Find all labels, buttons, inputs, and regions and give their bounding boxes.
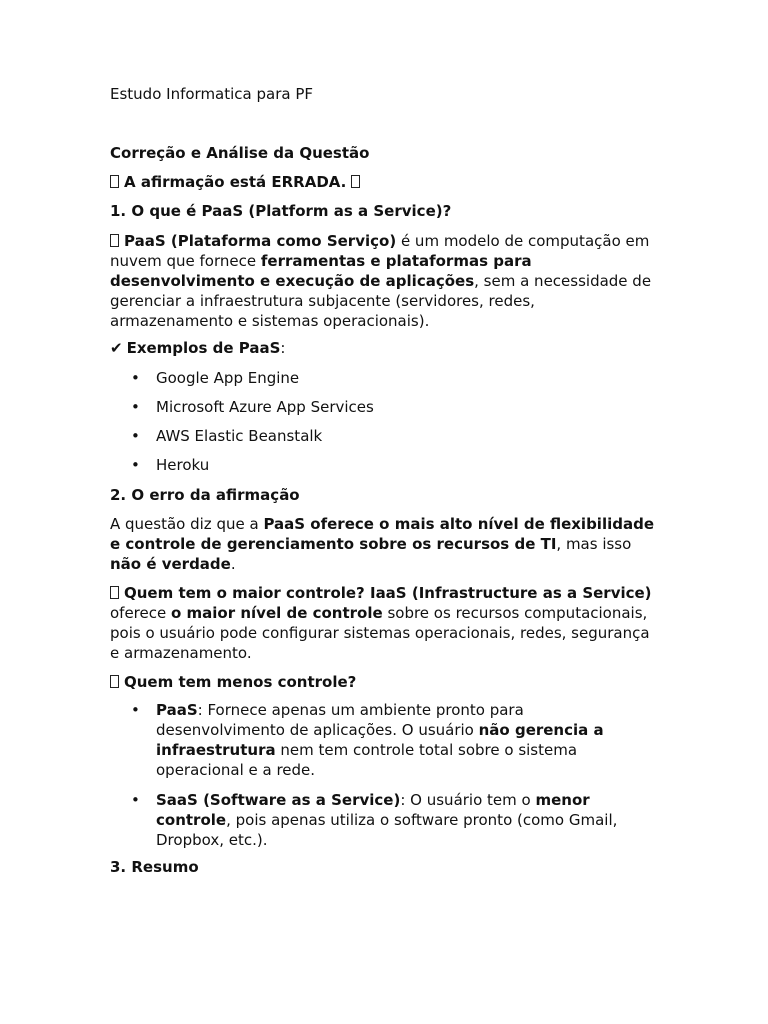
quem-maior-bold-1: Quem tem o maior controle? IaaS (Infrastructure as a Service) — [124, 584, 652, 602]
heading-resumo: 3. Resumo — [110, 858, 199, 876]
paas-definition-bold-1: PaaS (Plataforma como Serviço) — [124, 232, 397, 250]
missing-glyph-icon — [110, 586, 119, 599]
menos-controle-list — [110, 700, 655, 850]
questao-bold-1: PaaS oferece o mais alto nível de flexibilidade e controle de gerenciamento sobre os recursos de TI — [110, 515, 655, 553]
document-title: Estudo Informatica para PF — [110, 85, 314, 103]
heading-erro: 2. O erro da afirmação — [110, 486, 300, 504]
exemplos-label: Exemplos de PaaS — [126, 339, 281, 357]
quem-menos-heading — [110, 672, 356, 692]
quem-maior-text-1: oferece — [110, 604, 171, 622]
quem-maior-paragraph — [110, 583, 655, 663]
paas-definition — [110, 231, 655, 331]
heading-paas: 1. O que é PaaS (Platform as a Service)? — [110, 202, 452, 220]
list-item: • Microsoft Azure App Services — [110, 397, 655, 417]
checkmark-icon: ✔ — [110, 339, 123, 357]
missing-glyph-icon — [110, 234, 119, 247]
quem-maior-bold-2: o maior nível de controle — [171, 604, 383, 622]
missing-glyph-icon — [110, 675, 119, 688]
errada-text: A afirmação está ERRADA. — [124, 173, 347, 191]
menos-item-text-1: : Fornece apenas um ambiente pronto para desenvolvimento de aplicações. O usuário — [156, 701, 524, 739]
list-item: • Heroku — [110, 455, 655, 475]
missing-glyph-icon — [110, 175, 119, 188]
errada-statement — [110, 172, 360, 192]
missing-glyph-icon — [351, 175, 360, 188]
questao-paragraph — [110, 514, 655, 574]
questao-bold-2: não é verdade — [110, 555, 231, 573]
questao-text-1: A questão diz que a — [110, 515, 264, 533]
paas-definition-text-2: , sem a necessidade de gerenciar a infraestrutura subjacente (servidores, redes, armazenamento e sistemas operacionais). — [110, 272, 652, 330]
questao-text-3: . — [230, 555, 236, 573]
menos-item-bold-1: PaaS — [156, 701, 198, 719]
quem-menos-text: Quem tem menos controle? — [124, 673, 357, 691]
paas-definition-bold-2: ferramentas e plataformas para desenvolvimento e execução de aplicações — [110, 252, 532, 290]
heading-correcao: Correção e Análise da Questão — [110, 144, 370, 162]
quem-maior-text-2: sobre os recursos computacionais, pois o usuário pode configurar sistemas operacionais, redes, segurança e armazenamento. — [110, 604, 650, 662]
list-item: • AWS Elastic Beanstalk — [110, 426, 655, 446]
menos-item-text-2: , pois apenas utiliza o software pronto (como Gmail, Dropbox, etc.). — [156, 811, 618, 849]
list-item: • Google App Engine — [110, 368, 655, 388]
menos-item-bold-1: SaaS (Software as a Service) — [156, 791, 401, 809]
list-item — [110, 700, 655, 780]
exemplos-list — [110, 368, 655, 484]
menos-item-bold-2: menor controle — [156, 791, 590, 829]
menos-item-text-2: nem tem controle total sobre o sistema operacional e a rede. — [156, 741, 578, 779]
menos-item-bold-2: não gerencia a infraestrutura — [156, 721, 604, 759]
exemplos-colon: : — [280, 339, 286, 357]
exemplos-heading — [110, 338, 285, 358]
paas-definition-text-1: é um modelo de computação em nuvem que fornece — [110, 232, 650, 270]
list-item — [110, 790, 655, 850]
menos-item-text-1: : O usuário tem o — [400, 791, 536, 809]
questao-text-2: , mas isso — [556, 535, 632, 553]
